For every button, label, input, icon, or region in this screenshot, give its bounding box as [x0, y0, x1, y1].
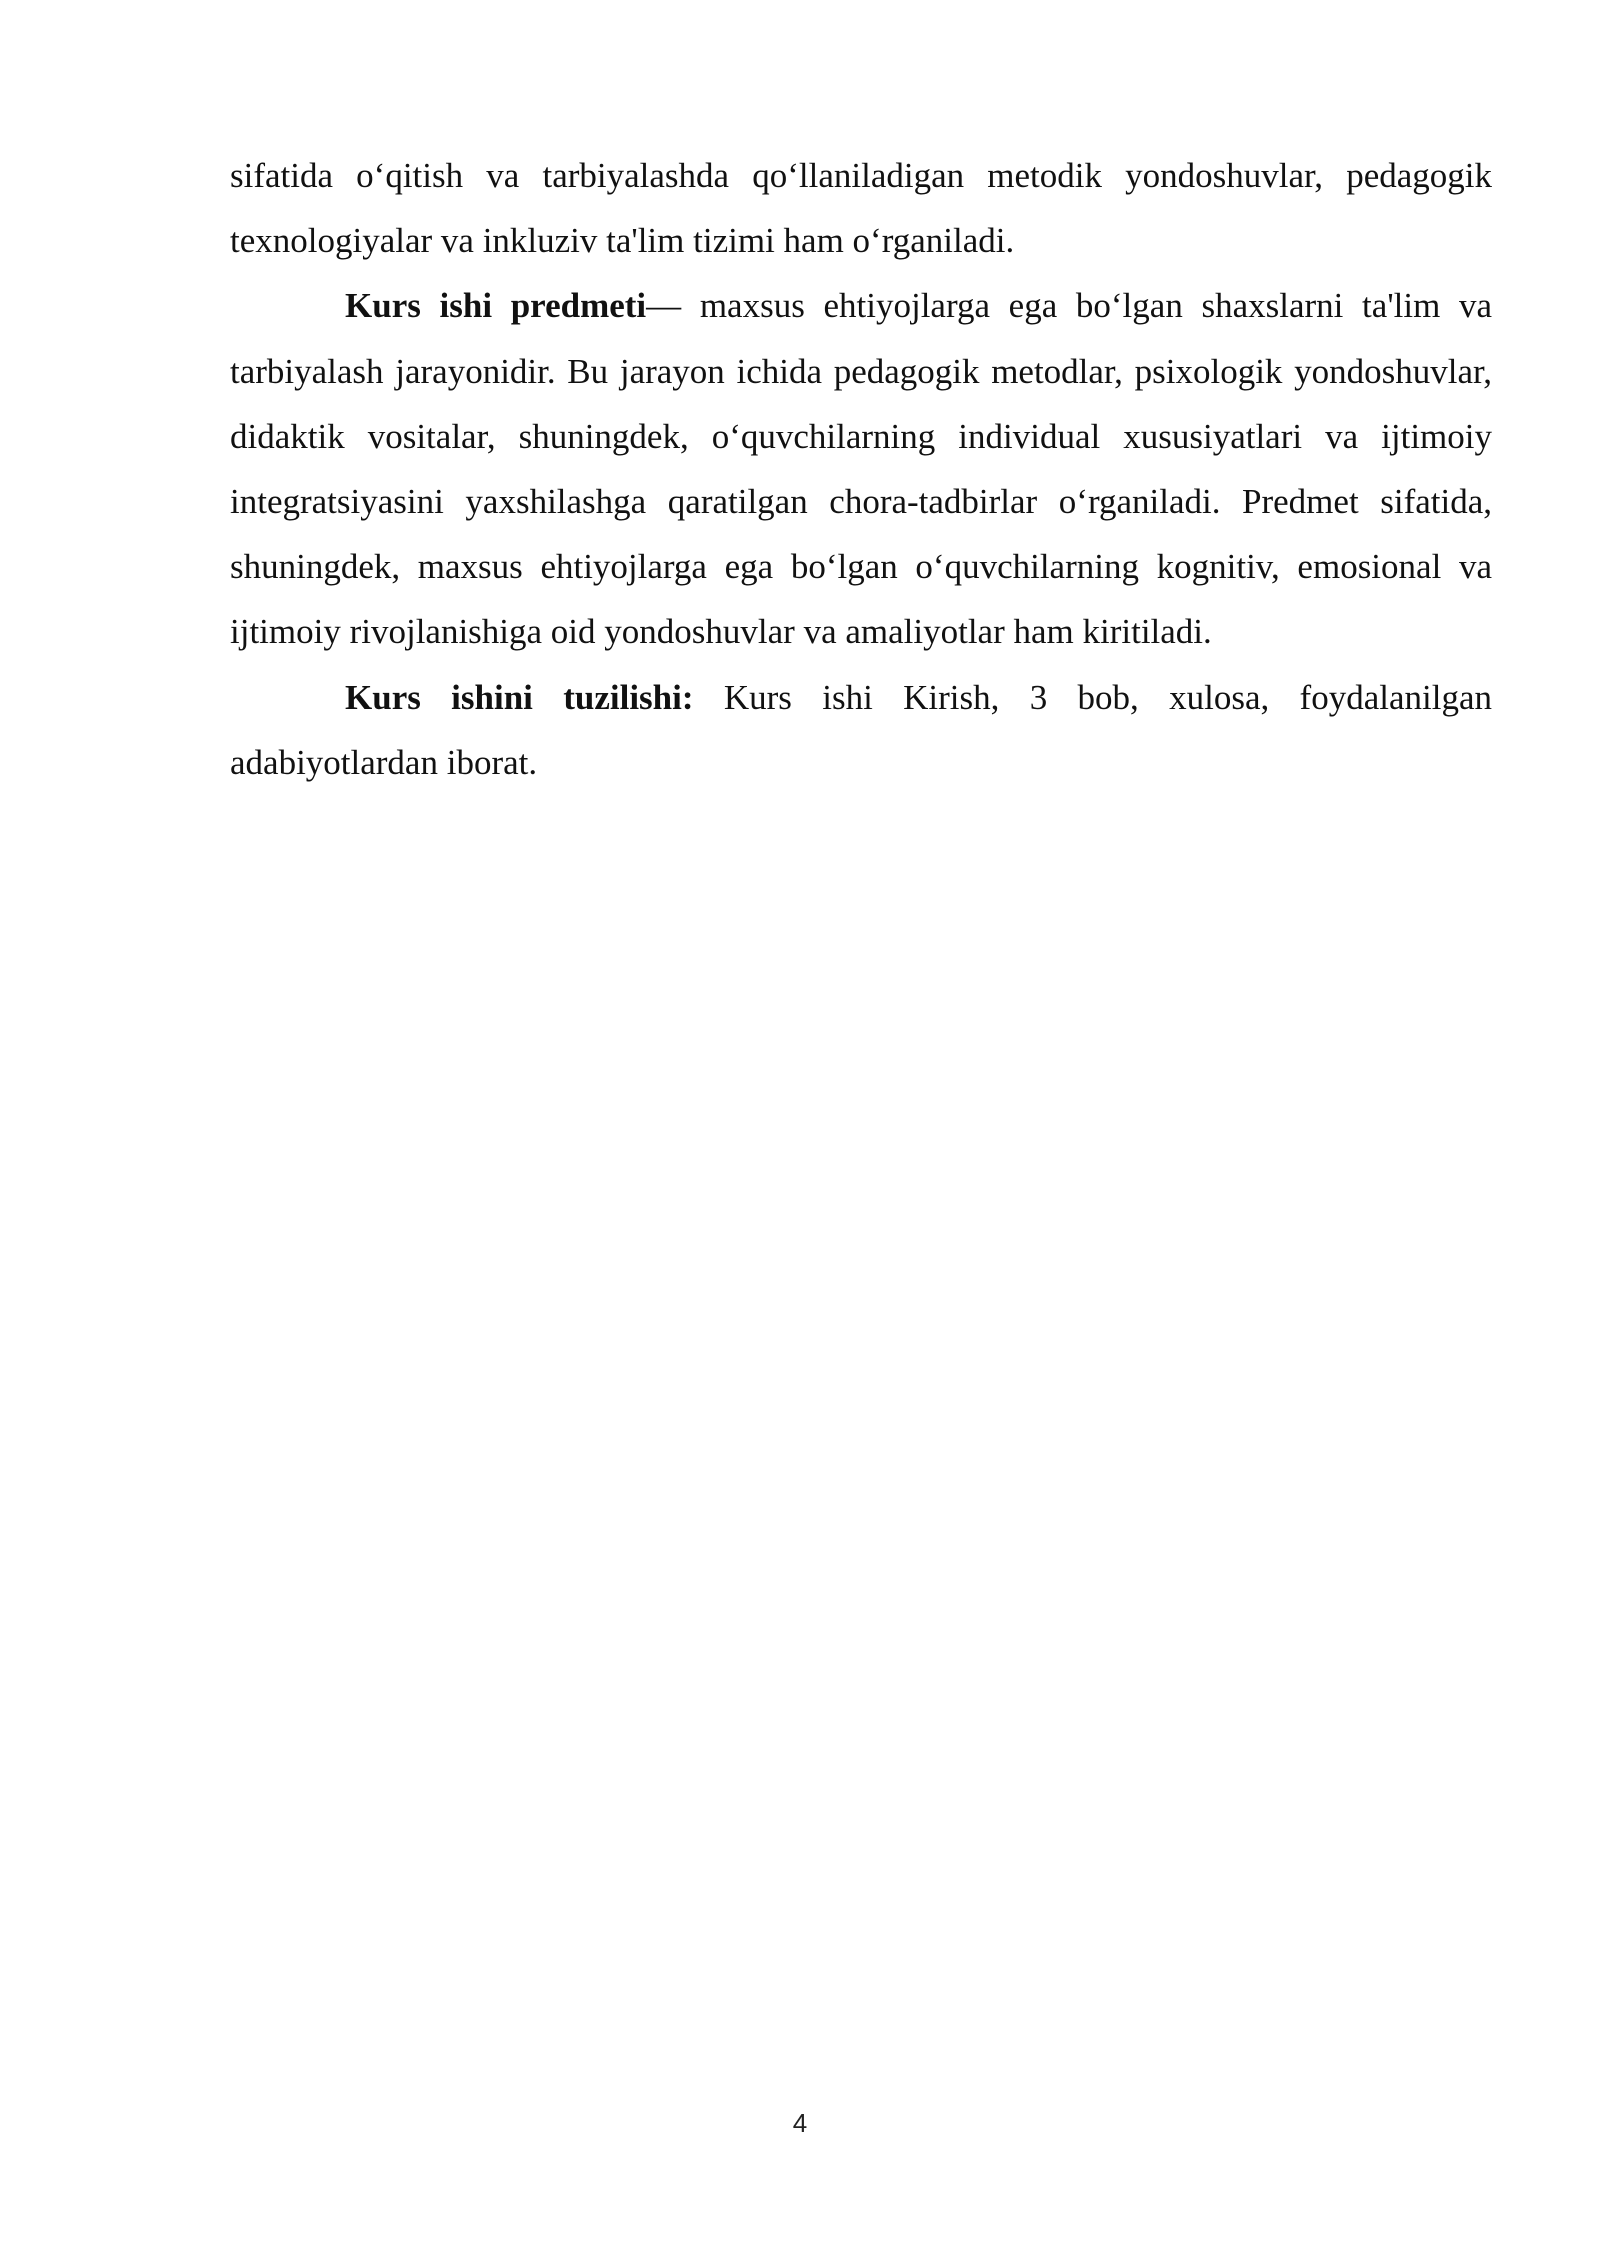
paragraph-heading-structure: Kurs ishini tuzilishi: — [345, 677, 694, 717]
paragraph-text: sifatida o‘qitish va tarbiyalashda qo‘llaniladigan metodik yondoshuvlar, pedagogik texnologiyalar va inkluziv ta'lim tizimi ham o‘rganiladi. — [230, 156, 1492, 261]
paragraph-structure — [230, 665, 1492, 795]
paragraph-subject — [230, 273, 1492, 664]
paragraph-continuation — [230, 143, 1492, 273]
body-text — [230, 143, 1492, 795]
paragraph-text: — maxsus ehtiyojlarga ega bo‘lgan shaxslarni ta'lim va tarbiyalash jarayonidir. Bu jarayon ichida pedagogik metodlar, psixologik yondoshuvlar, didaktik vositalar, shuningdek, o‘quvchilarning individual xususiyatlari va ijtimoiy integratsiyasini yaxshilashga qaratilgan chora-tadbirlar o‘rganiladi. Predmet sifatida, shuningdek, maxsus ehtiyojlarga ega bo‘lgan o‘quvchilarning kognitiv, emosional va ijtimoiy rivojlanishiga oid yondoshuvlar va amaliyotlar ham kiritiladi. — [230, 286, 1492, 652]
page-number: 4 — [792, 2108, 808, 2138]
paragraph-text: Kurs ishi Kirish, 3 bob, xulosa, foydalanilgan adabiyotlardan iborat. — [230, 677, 1492, 782]
paragraph-heading-subject: Kurs ishi predmeti — [345, 286, 647, 326]
